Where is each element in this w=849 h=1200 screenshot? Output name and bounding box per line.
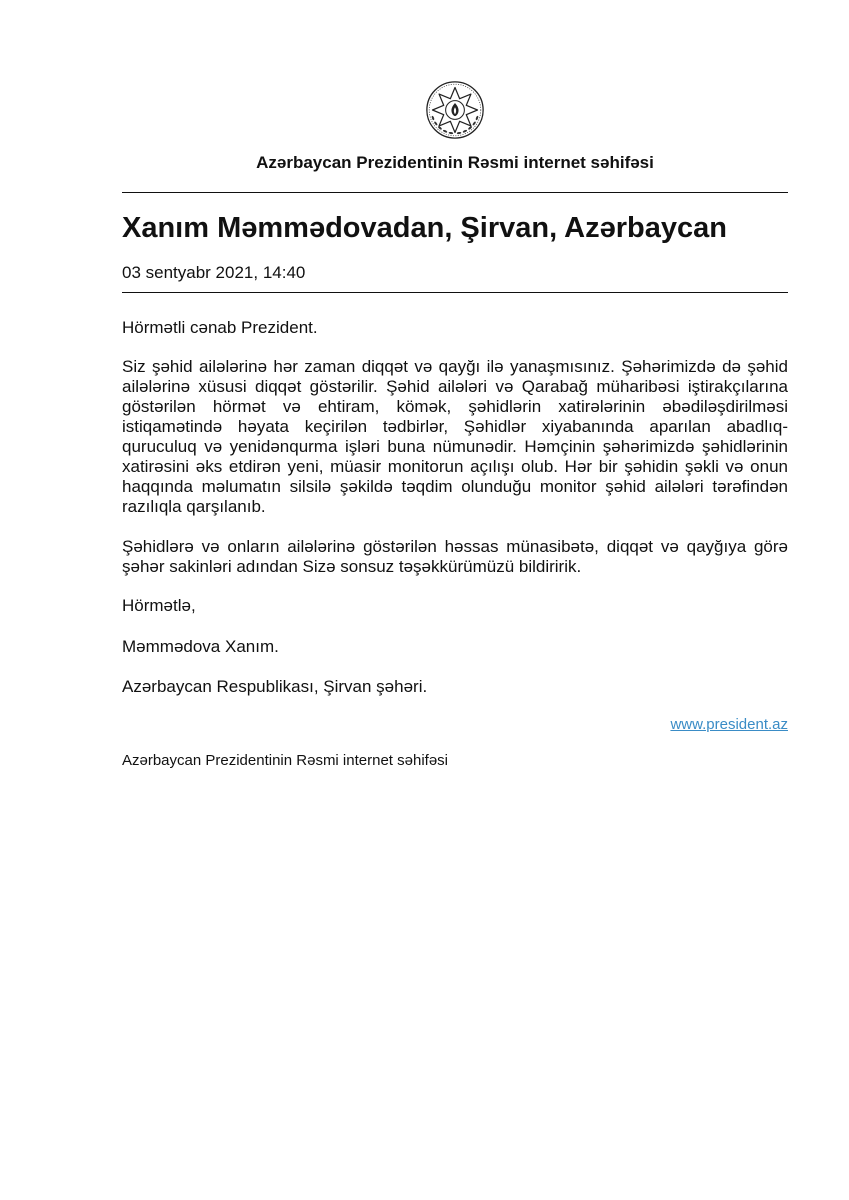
footer-text: Azərbaycan Prezidentinin Rəsmi internet səhifəsi xyxy=(122,752,448,769)
signature-location: Azərbaycan Respublikası, Şirvan şəhəri. xyxy=(122,677,428,696)
article-title: Xanım Məmmədovadan, Şirvan, Azərbaycan xyxy=(122,212,727,244)
body-paragraph xyxy=(122,537,788,577)
paragraph-line: Şəhidlərə və onların ailələrinə göstərilən həssas münasibətə, diqqət və qayğıya görə xyxy=(122,537,788,556)
paragraph-line: quruculuq və yenidənqurma işləri buna nümunədir. Həmçinin şəhərimizdə şəhidlərinin xyxy=(122,437,788,456)
paragraph-line: haqqında məlumatın silsilə şəkildə təqdim olunduğu monitor şəhid ailələri tərəfindən xyxy=(122,477,788,496)
article-date: 03 sentyabr 2021, 14:40 xyxy=(122,263,306,282)
signature-name: Məmmədova Xanım. xyxy=(122,637,279,656)
source-link[interactable]: www.president.az xyxy=(670,716,788,733)
paragraph-line: xatirəsini əks etdirən yeni, müasir monitorun açılışı olub. Hər bir şəhidin şəkli və onun xyxy=(122,457,788,476)
site-header-title: Azərbaycan Prezidentinin Rəsmi internet səhifəsi xyxy=(256,153,654,172)
paragraph-line: göstərilən hörmət və ehtiram, kömək, şəhidlərin xatirələrinin əbədiləşdirilməsi xyxy=(122,397,788,416)
header-divider xyxy=(122,192,788,193)
body-paragraph xyxy=(122,357,788,517)
closing-phrase: Hörmətlə, xyxy=(122,596,196,615)
title-divider xyxy=(122,292,788,293)
state-emblem-icon xyxy=(425,80,485,140)
paragraph-line: Siz şəhid ailələrinə hər zaman diqqət və qayğı ilə yanaşmısınız. Şəhərimizdə də şəhid xyxy=(122,357,788,376)
salutation: Hörmətli cənab Prezident. xyxy=(122,318,318,337)
paragraph-line: ailələrinə xüsusi diqqət göstərilir. Şəhid ailələri və Qarabağ müharibəsi iştirakçılarına xyxy=(122,377,788,396)
paragraph-line: şəhər sakinləri adından Sizə sonsuz təşəkkürümüzü bildiririk. xyxy=(122,557,582,576)
paragraph-line: razılıqla qarşılanıb. xyxy=(122,497,266,516)
paragraph-line: istiqamətində həyata keçirilən tədbirlər, Şəhidlər xiyabanında aparılan abadlıq- xyxy=(122,417,788,436)
